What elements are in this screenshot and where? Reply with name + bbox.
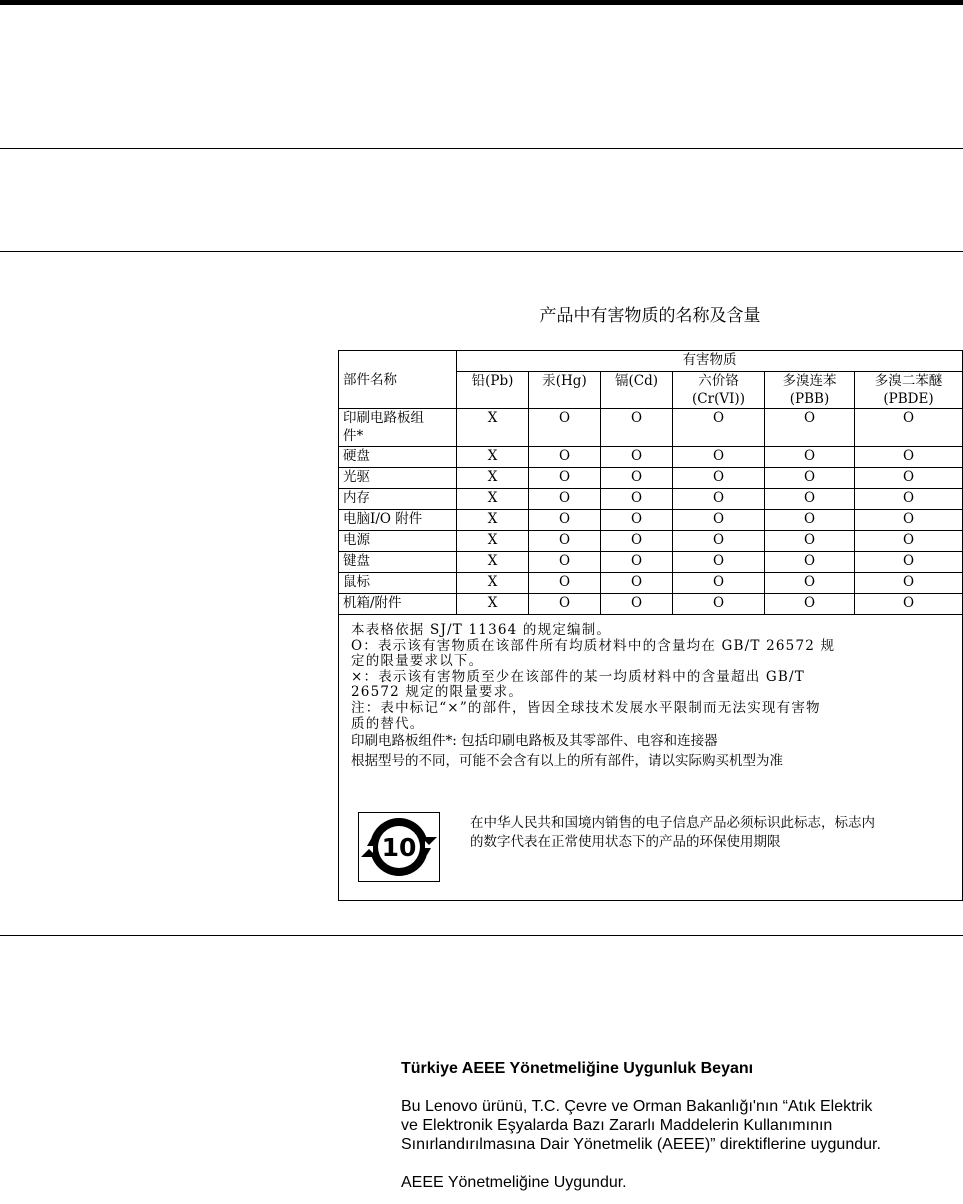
note-line: 26572 规定的限量要求。 [351, 684, 524, 701]
header-substance: 镉(Cd) [601, 372, 673, 409]
value-cell: O [529, 573, 601, 594]
value-cell: O [601, 531, 673, 552]
part-name-cell: 硬盘 [339, 447, 457, 468]
value-cell: O [601, 594, 673, 615]
value-cell: O [529, 552, 601, 573]
turkey-aeee-declaration [401, 1059, 963, 1192]
note-line: 根据型号的不同，可能不会含有以上的所有部件，请以实际购买机型为准 [351, 752, 783, 769]
value-cell: X [457, 573, 529, 594]
value-cell: O [529, 510, 601, 531]
value-cell: O [855, 489, 963, 510]
value-cell: X [457, 447, 529, 468]
value-cell: O [765, 552, 855, 573]
value-cell: O [601, 489, 673, 510]
value-cell: O [765, 510, 855, 531]
value-cell: O [529, 531, 601, 552]
note-line: ×：表示该有害物质至少在该部件的某一均质材料中的含量超出 GB/T [351, 668, 805, 685]
note-line: 本表格依据 SJ/T 11364 的规定编制。 [351, 622, 612, 638]
value-cell: X [457, 468, 529, 489]
efup-number: 10 [381, 833, 417, 862]
table-row [339, 594, 963, 615]
table-row [339, 468, 963, 489]
turkey-closing: AEEE Yönetmeliğine Uygundur. [401, 1174, 627, 1191]
header-substance: 多溴连苯 (PBB) [765, 372, 855, 409]
value-cell: O [855, 468, 963, 489]
value-cell: X [457, 531, 529, 552]
part-name-cell: 电脑I/O 附件 [339, 510, 457, 531]
value-cell: O [673, 594, 765, 615]
value-cell: X [457, 489, 529, 510]
section-divider-3 [0, 935, 963, 936]
efup-logo-frame [358, 812, 440, 882]
value-cell: O [855, 552, 963, 573]
value-cell: O [673, 531, 765, 552]
value-cell: O [765, 489, 855, 510]
header-part-name: 部件名称 [339, 351, 457, 409]
value-cell: O [855, 573, 963, 594]
efup-10-recycle-icon [359, 813, 439, 881]
value-cell: X [457, 510, 529, 531]
header-substance: 汞(Hg) [529, 372, 601, 409]
part-name-cell: 光驱 [339, 468, 457, 489]
section-divider-1 [0, 148, 963, 149]
value-cell: O [601, 468, 673, 489]
part-name-cell: 电源 [339, 531, 457, 552]
table-title: 产品中有害物质的名称及含量 [539, 306, 761, 326]
value-cell: O [529, 409, 601, 447]
value-cell: O [855, 594, 963, 615]
table-row [339, 447, 963, 468]
part-name-cell: 印刷电路板组 件* [339, 409, 457, 447]
header-hazardous-substances: 有害物质 [457, 351, 963, 372]
table-row [339, 489, 963, 510]
section-divider-2 [0, 251, 963, 252]
table-row [339, 409, 963, 447]
note-line: O：表示该有害物质在该部件所有均质材料中的含量均在 GB/T 26572 规 [351, 637, 836, 654]
part-name-cell: 机箱/附件 [339, 594, 457, 615]
value-cell: O [855, 409, 963, 447]
value-cell: O [765, 447, 855, 468]
value-cell: O [765, 531, 855, 552]
value-cell: O [601, 447, 673, 468]
value-cell: O [601, 573, 673, 594]
table-row [339, 510, 963, 531]
value-cell: X [457, 552, 529, 573]
value-cell: O [765, 468, 855, 489]
value-cell: O [855, 531, 963, 552]
note-line: 印刷电路板组件*: 包括印刷电路板及其零部件、电容和连接器 [351, 733, 718, 750]
turkey-title: Türkiye AEEE Yönetmeliğine Uygunluk Beyanı [401, 1060, 754, 1077]
part-name-cell: 键盘 [339, 552, 457, 573]
turkey-paragraph: Bu Lenovo ürünü, T.C. Çevre ve Orman Bakanlığı'nın “Atık Elektrik ve Elektronik Eşyalarda Bazı Zararlı Maddelerin Kullanımının Sınırlandırılmasına Dair Yönetmelik (AEEE)” direktiflerine uygundur. [401, 1098, 881, 1153]
value-cell: O [529, 594, 601, 615]
table-row [339, 552, 963, 573]
value-cell: O [529, 489, 601, 510]
value-cell: O [765, 409, 855, 447]
value-cell: O [673, 510, 765, 531]
value-cell: O [765, 594, 855, 615]
table-row [339, 531, 963, 552]
note-line: 注：表中标记“×”的部件，皆因全球技术发展水平限制而无法实现有害物 [351, 699, 821, 716]
note-line: 定的限量要求以下。 [351, 653, 484, 670]
header-substance: 铅(Pb) [457, 372, 529, 409]
value-cell: O [673, 447, 765, 468]
value-cell: O [673, 409, 765, 447]
header-substance: 六价铬 (Cr(VI)) [673, 372, 765, 409]
value-cell: O [673, 573, 765, 594]
value-cell: O [673, 468, 765, 489]
table-row [339, 573, 963, 594]
value-cell: O [855, 510, 963, 531]
value-cell: X [457, 409, 529, 447]
efup-description: 在中华人民共和国境内销售的电子信息产品必须标识此标志，标志内 的数字代表在正常使用状态下的产品的环保使用期限 [470, 815, 875, 850]
top-border-rule [0, 0, 963, 5]
header-substance: 多溴二苯醚 (PBDE) [855, 372, 963, 409]
part-name-cell: 内存 [339, 489, 457, 510]
value-cell: O [601, 552, 673, 573]
value-cell: O [529, 447, 601, 468]
value-cell: O [673, 552, 765, 573]
value-cell: O [529, 468, 601, 489]
value-cell: X [457, 594, 529, 615]
note-line: 质的替代。 [351, 715, 425, 732]
part-name-cell: 鼠标 [339, 573, 457, 594]
value-cell: O [765, 573, 855, 594]
value-cell: O [673, 489, 765, 510]
value-cell: O [601, 510, 673, 531]
value-cell: O [601, 409, 673, 447]
value-cell: O [855, 447, 963, 468]
